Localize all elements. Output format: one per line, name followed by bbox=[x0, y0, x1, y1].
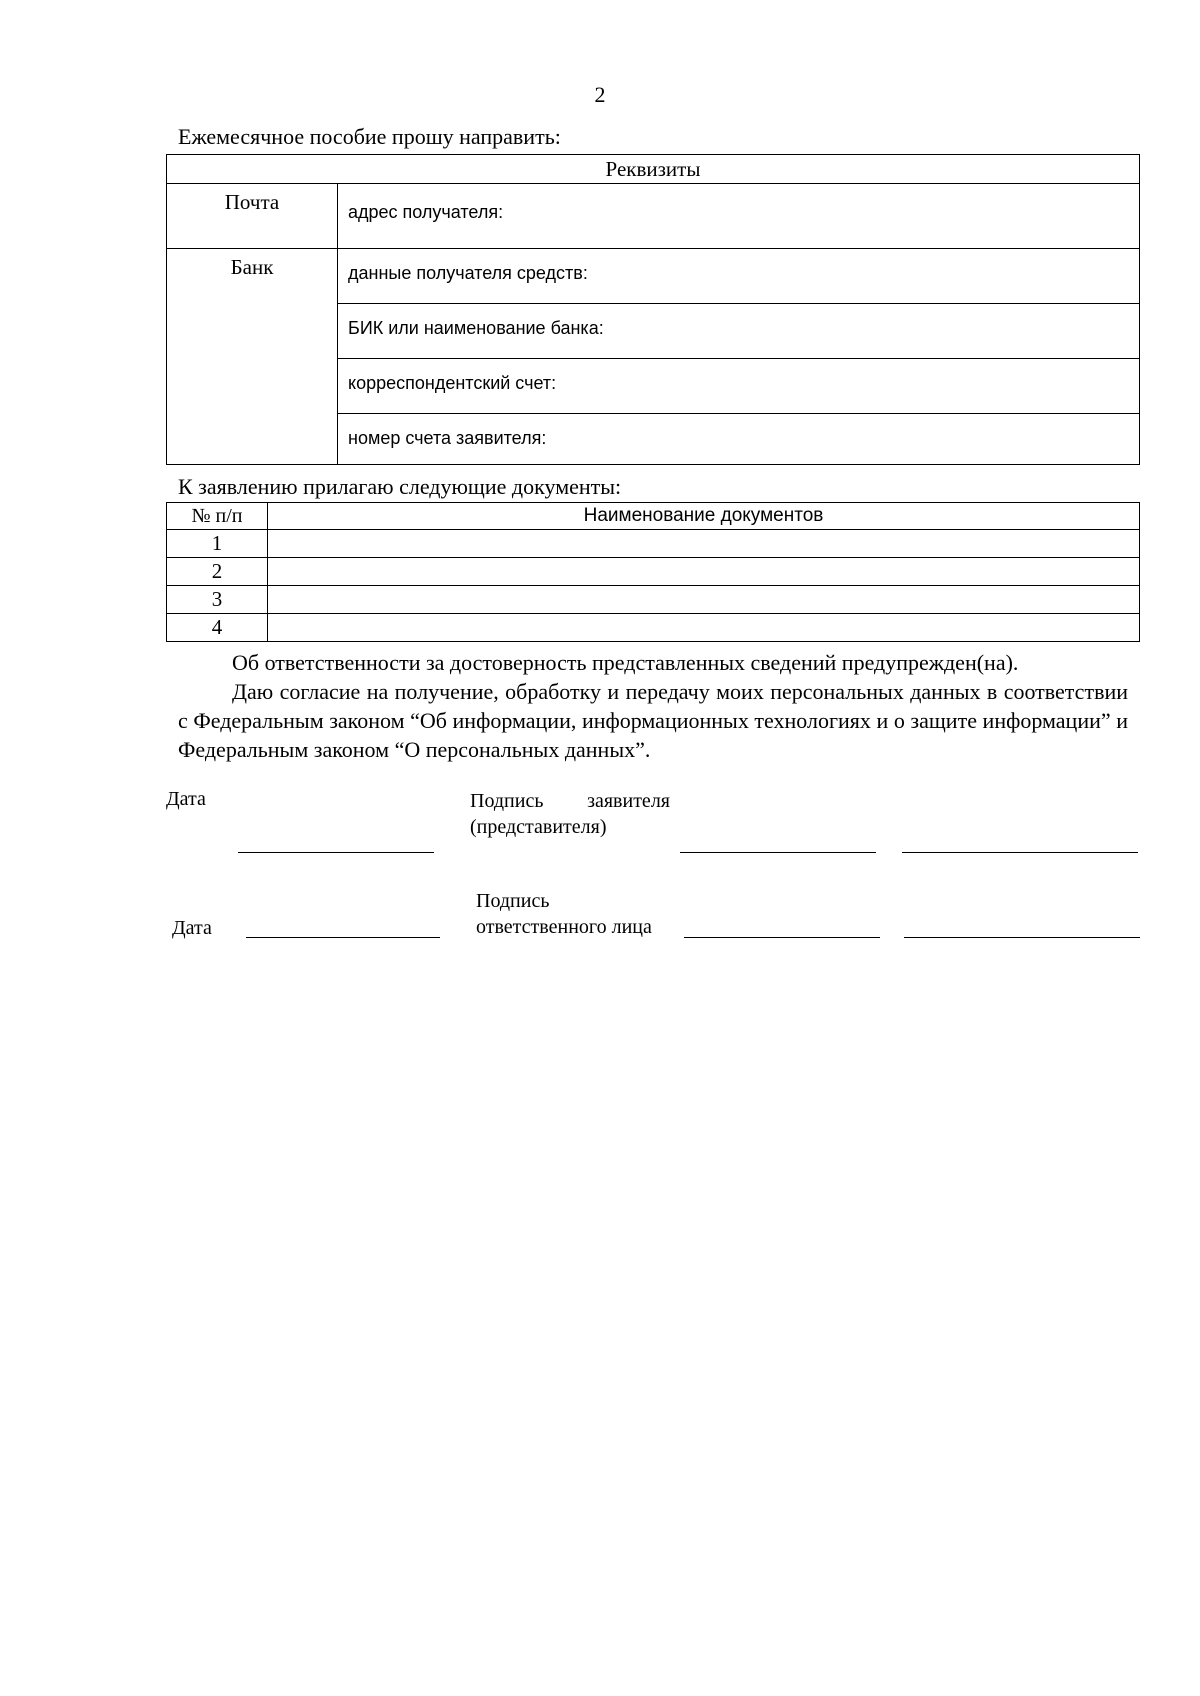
row-number: 1 bbox=[167, 530, 268, 558]
applicant-date-line[interactable] bbox=[238, 852, 434, 853]
bank-recipient-field[interactable]: данные получателя средств: bbox=[338, 249, 1140, 304]
col-name-header: Наименование документов bbox=[268, 503, 1140, 530]
applicant-signature-label-2: (представителя) bbox=[470, 816, 607, 838]
table-row bbox=[167, 586, 1140, 614]
official-date-line[interactable] bbox=[246, 937, 440, 938]
document-name-cell[interactable] bbox=[268, 530, 1140, 558]
official-signature-label-1: Подпись bbox=[476, 890, 550, 912]
table-row bbox=[167, 530, 1140, 558]
document-name-cell[interactable] bbox=[268, 558, 1140, 586]
requisites-header: Реквизиты bbox=[167, 155, 1140, 184]
responsibility-statement: Об ответственности за достоверность представленных сведений предупрежден(на). bbox=[232, 650, 1019, 675]
official-signature-label-2: ответственного лица bbox=[476, 916, 652, 938]
bank-account-field[interactable]: номер счета заявителя: bbox=[338, 414, 1140, 465]
official-date-label: Дата bbox=[172, 917, 212, 939]
method-mail: Почта bbox=[167, 184, 338, 249]
method-bank: Банк bbox=[167, 249, 338, 465]
row-number: 4 bbox=[167, 614, 268, 642]
page-number: 2 bbox=[594, 82, 606, 107]
applicant-name-line[interactable] bbox=[902, 852, 1138, 853]
applicant-date-label: Дата bbox=[166, 788, 206, 810]
applicant-signature-line[interactable] bbox=[680, 852, 876, 853]
bank-corr-account-field[interactable]: корреспондентский счет: bbox=[338, 359, 1140, 414]
documents-heading: К заявлению прилагаю следующие документы: bbox=[178, 474, 622, 499]
row-number: 3 bbox=[167, 586, 268, 614]
table-row bbox=[167, 614, 1140, 642]
applicant-signature-label-1: Подпись заявителя bbox=[470, 790, 670, 812]
document-name-cell[interactable] bbox=[268, 614, 1140, 642]
col-number-header: № п/п bbox=[167, 503, 268, 530]
row-number: 2 bbox=[167, 558, 268, 586]
mail-address-field[interactable]: адрес получателя: bbox=[338, 184, 1140, 249]
official-signature-line[interactable] bbox=[684, 937, 880, 938]
official-name-line[interactable] bbox=[904, 937, 1140, 938]
document-name-cell[interactable] bbox=[268, 586, 1140, 614]
payment-heading: Ежемесячное пособие прошу направить: bbox=[178, 124, 561, 149]
requisites-table bbox=[166, 154, 1140, 465]
bank-bik-field[interactable]: БИК или наименование банка: bbox=[338, 304, 1140, 359]
documents-table bbox=[166, 502, 1140, 642]
consent-statement: Даю согласие на получение, обработку и передачу моих персональных данных в соответствии с Федеральным законом “Об информации, информационных технологиях и о защите информации” и Федеральным законом “О персональных данных”. bbox=[178, 679, 1128, 762]
table-row bbox=[167, 558, 1140, 586]
